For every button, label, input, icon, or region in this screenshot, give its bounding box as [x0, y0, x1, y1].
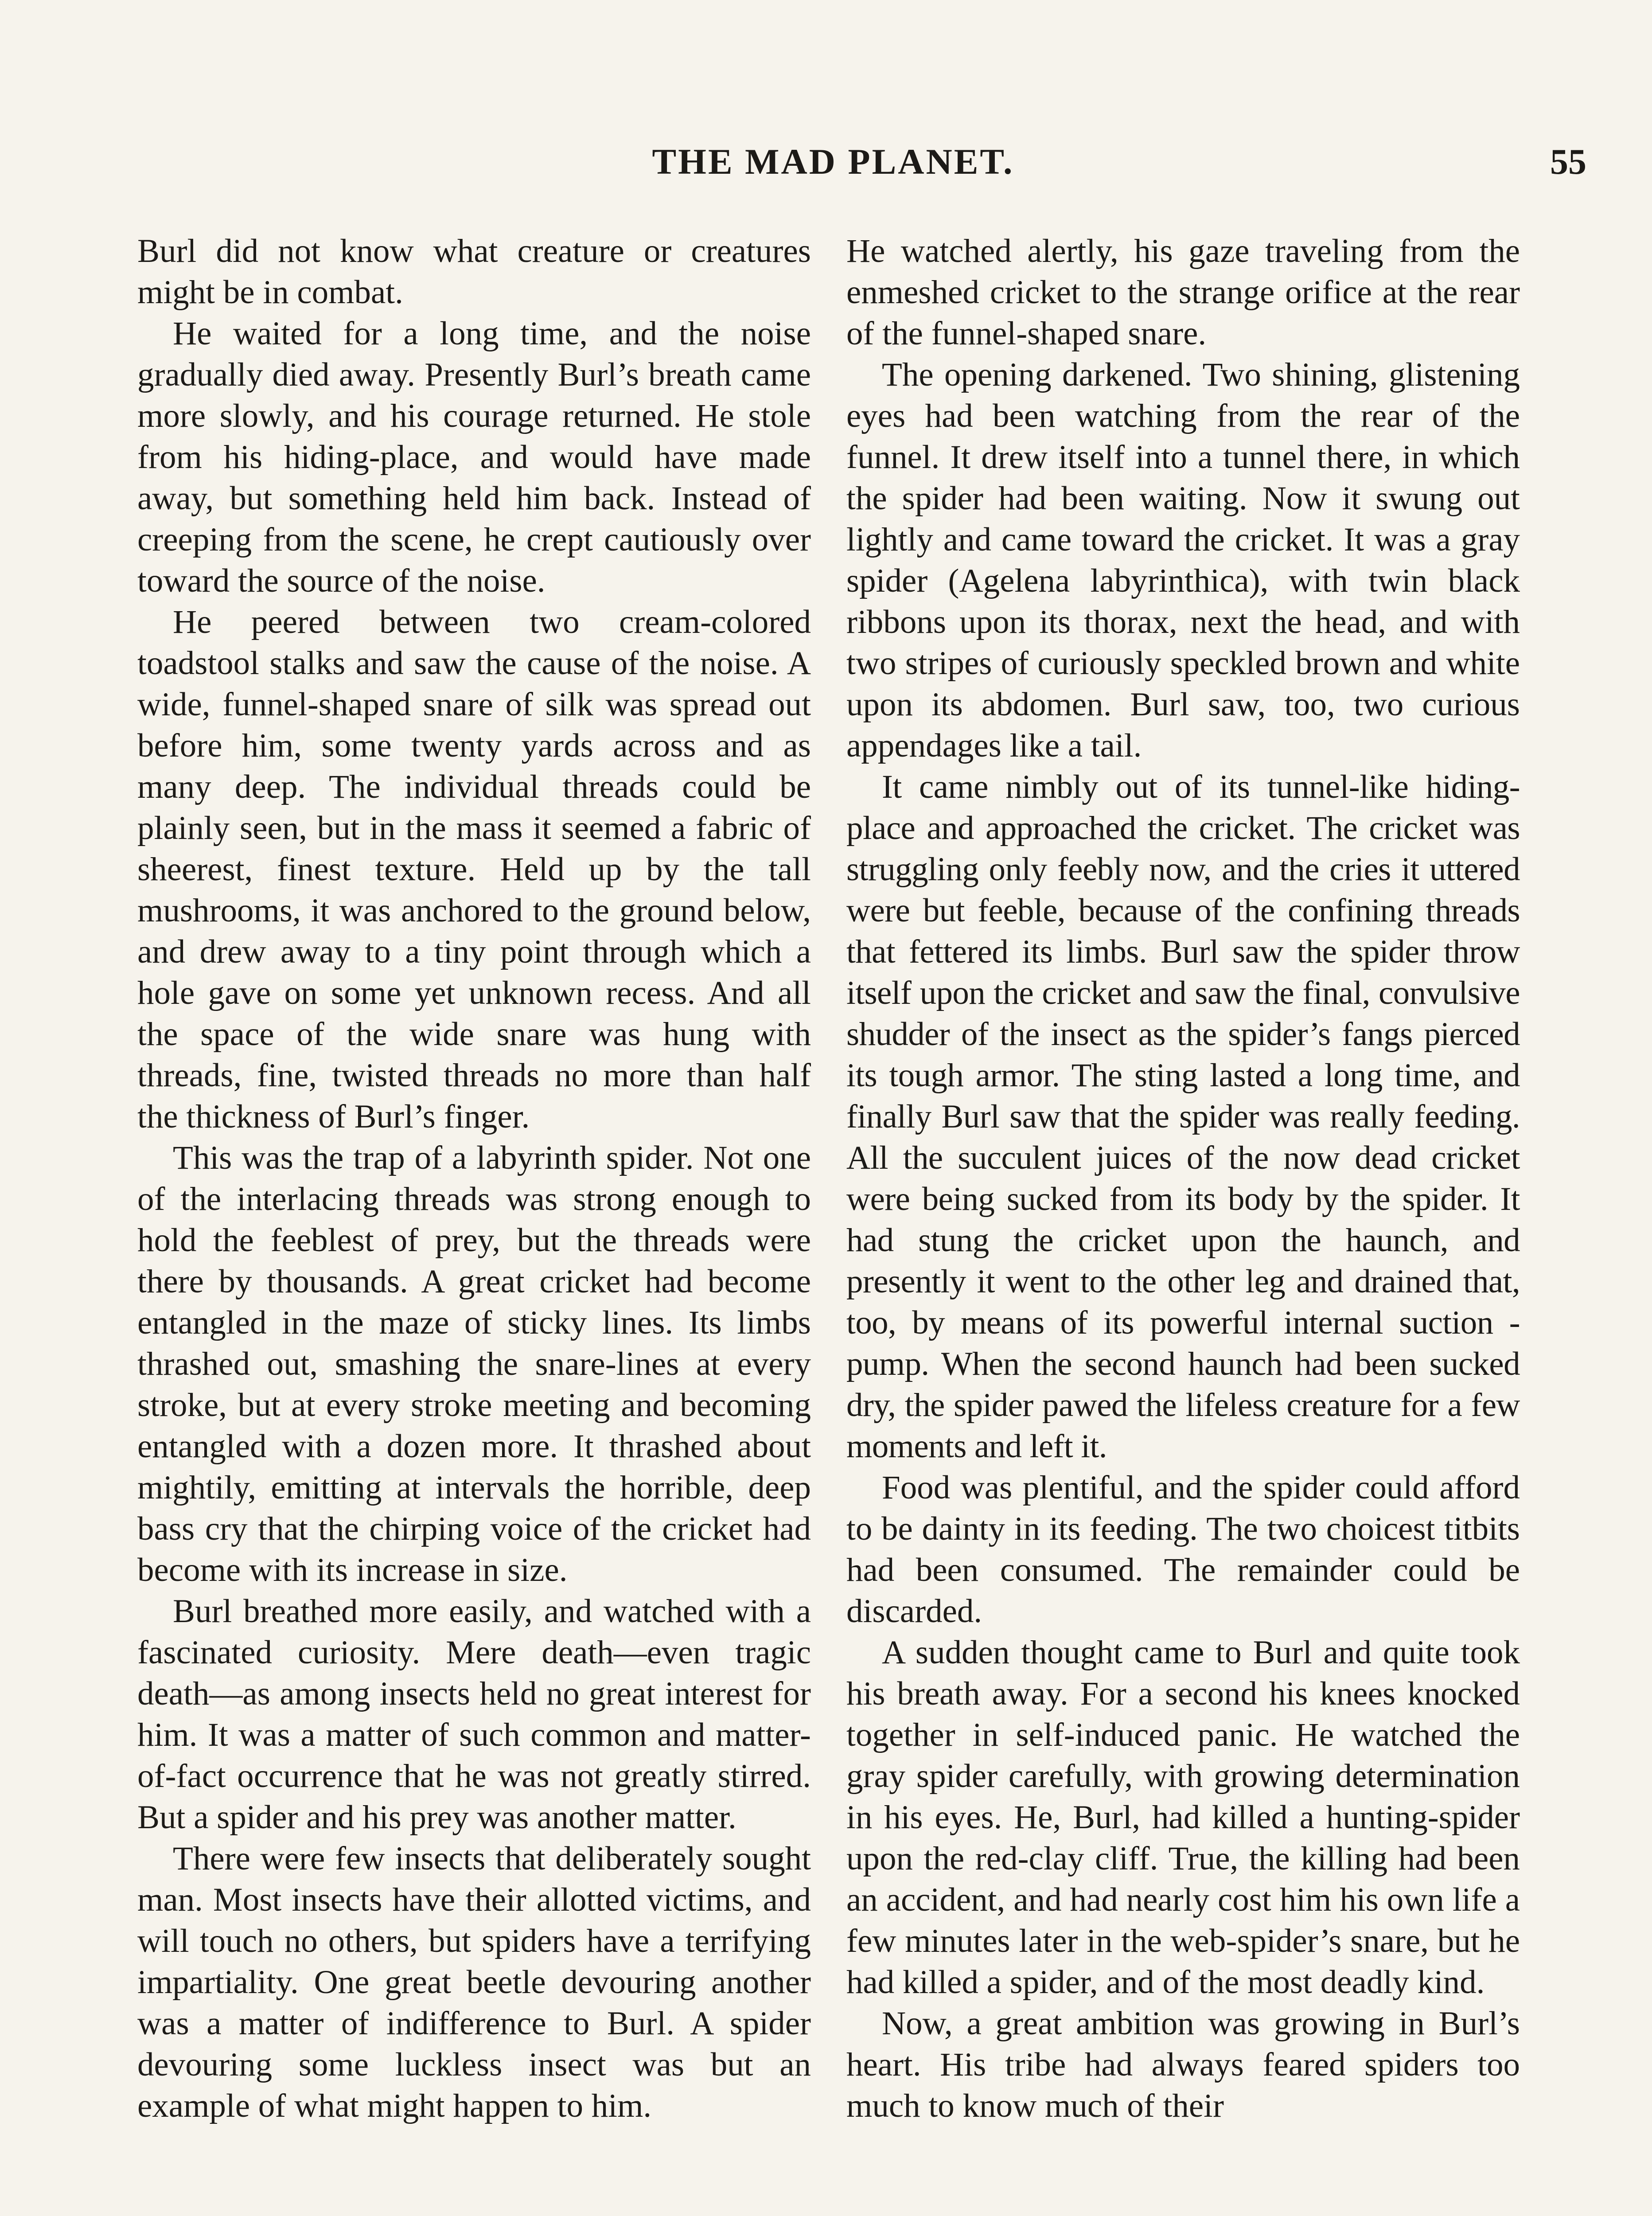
paragraph: Burl breathed more easily, and watched with a fascinated curiosity. Mere death—even tragic death—as among insects held no great interest for him. It was a matter of such common and matter-of-fact occurrence that he was not greatly stirred. But a spider and his prey was another matter. — [137, 1593, 811, 1836]
paragraph: Burl did not know what creature or creatures might be in combat. — [137, 233, 811, 311]
page-number: 55 — [1550, 141, 1586, 182]
paragraph: A sudden thought came to Burl and quite took his breath away. For a second his knees knocked together in self-induced panic. He watched the gray spider carefully, with growing determination in his eyes. He, Burl, had killed a hunting-spider upon the red-clay cliff. True, the killing had been an accident, and had nearly cost him his own life a few minutes later in the web-spider’s snare, but he had killed a spider, and of the most deadly kind. — [846, 1634, 1520, 2001]
text-column-left — [137, 230, 811, 2216]
text-column-right — [846, 230, 1520, 2216]
running-title: THE MAD PLANET. — [652, 141, 1014, 182]
paragraph: He watched alertly, his gaze traveling from the enmeshed cricket to the strange orifice at the rear of the funnel-shaped snare. — [846, 233, 1520, 352]
paragraph: The opening darkened. Two shining, glistening eyes had been watching from the rear of the funnel. It drew itself into a tunnel there, in which the spider had been waiting. Now it swung out lightly and came toward the cricket. It was a gray spider (Agelena labyrinthica), with twin black ribbons upon its thorax, next the head, and with two stripes of curiously speckled brown and white upon its abdomen. Burl saw, too, two curious appendages like a tail. — [846, 356, 1520, 764]
paragraph: It came nimbly out of its tunnel-like hiding-place and approached the cricket. The cricket was struggling only feebly now, and the cries it uttered were but feeble, because of the confining threads that fettered its limbs. Burl saw the spider throw itself upon the cricket and saw the final, convulsive shudder of the insect as the spider’s fangs pierced its tough armor. The sting lasted a long time, and finally Burl saw that the spider was really feeding. All the succulent juices of the now dead cricket were being sucked from its body by the spider. It had stung the cricket upon the haunch, and presently it went to the other leg and drained that, too, by means of its powerful internal suction - pump. When the second haunch had been sucked dry, the spider pawed the lifeless creature for a few moments and left it. — [846, 769, 1520, 1465]
paragraph: He peered between two cream-colored toadstool stalks and saw the cause of the noise. A wide, funnel-shaped snare of silk was spread out before him, some twenty yards across and as many deep. The individual threads could be plainly seen, but in the mass it seemed a fabric of sheerest, finest texture. Held up by the tall mushrooms, it was anchored to the ground below, and drew away to a tiny point through which a hole gave on some yet unknown recess. And all the space of the wide snare was hung with threads, fine, twisted threads no more than half the thickness of Burl’s finger. — [137, 604, 811, 1135]
paragraph: There were few insects that deliberately sought man. Most insects have their allotted victims, and will touch no others, but spiders have a terrifying impartiality. One great beetle devouring another was a matter of indifference to Burl. A spider devouring some luckless insect was but an example of what might happen to him. — [137, 1840, 811, 2124]
paragraph: Now, a great ambition was growing in Burl’s heart. His tribe had always feared spiders too much to know much of their — [846, 2005, 1520, 2124]
paragraph: Food was plentiful, and the spider could afford to be dainty in its feeding. The two choicest titbits had been consumed. The remainder could be discarded. — [846, 1469, 1520, 1630]
paragraph: This was the trap of a labyrinth spider. Not one of the interlacing threads was strong enough to hold the feeblest of prey, but the threads were there by thousands. A great cricket had become entangled in the maze of sticky lines. Its limbs thrashed out, smashing the snare-lines at every stroke, but at every stroke meeting and becoming entangled with a dozen more. It thrashed about mightily, emitting at intervals the horrible, deep bass cry that the chirping voice of the cricket had become with its increase in size. — [137, 1139, 811, 1588]
paragraph: He waited for a long time, and the noise gradually died away. Presently Burl’s breath came more slowly, and his courage returned. He stole from his hiding-place, and would have made away, but something held him back. Instead of creeping from the scene, he crept cautiously over toward the source of the noise. — [137, 315, 811, 599]
